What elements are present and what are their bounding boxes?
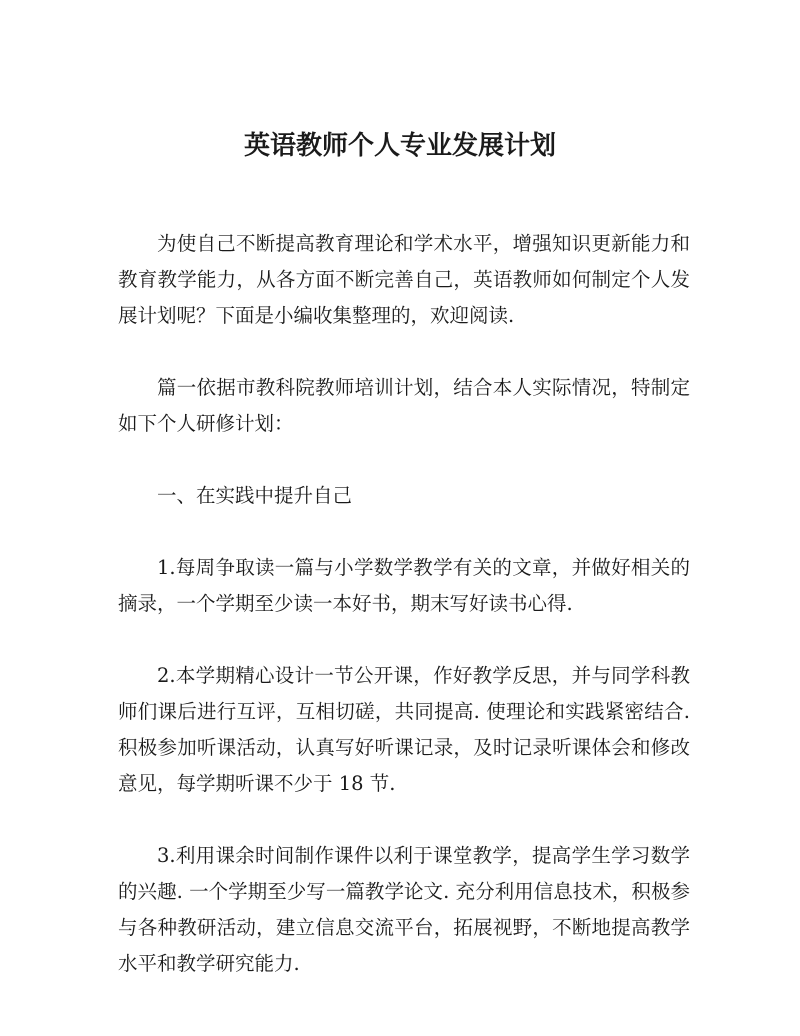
document-title: 英语教师个人专业发展计划 <box>243 131 556 161</box>
paragraph-intro: 为使自己不断提高教育理论和学术水平，增强知识更新能力和教育教学能力，从各方面不断完善自己，英语教师如何制定个人发展计划呢？下面是小编收集整理的，欢迎阅读. <box>118 232 690 327</box>
paragraph-plan-intro: 篇一依据市教科院教师培训计划，结合本人实际情况，特制定如下个人研修计划： <box>118 376 690 435</box>
document-body <box>118 226 690 1018</box>
paragraph-item-3: 3.利用课余时间制作课件以利于课堂教学，提高学生学习数学的兴趣. 一个学期至少写一篇教学论文. 充分利用信息技术，积极参与各种教研活动，建立信息交流平台，拓展视野，不断地提高教学水平和教学研究能力. <box>118 844 690 975</box>
section-heading: 一、在实践中提升自己 <box>157 484 353 507</box>
paragraph-item-1: 1.每周争取读一篇与小学数学教学有关的文章，并做好相关的摘录，一个学期至少读一本好书，期末写好读书心得. <box>118 556 690 615</box>
paragraph-item-2: 2.本学期精心设计一节公开课，作好教学反思，并与同学科教师们课后进行互评，互相切磋，共同提高. 使理论和实践紧密结合. 积极参加听课活动，认真写好听课记录，及时记录听课体会和修改意见，每学期听课不少于 18 节. <box>118 664 690 795</box>
